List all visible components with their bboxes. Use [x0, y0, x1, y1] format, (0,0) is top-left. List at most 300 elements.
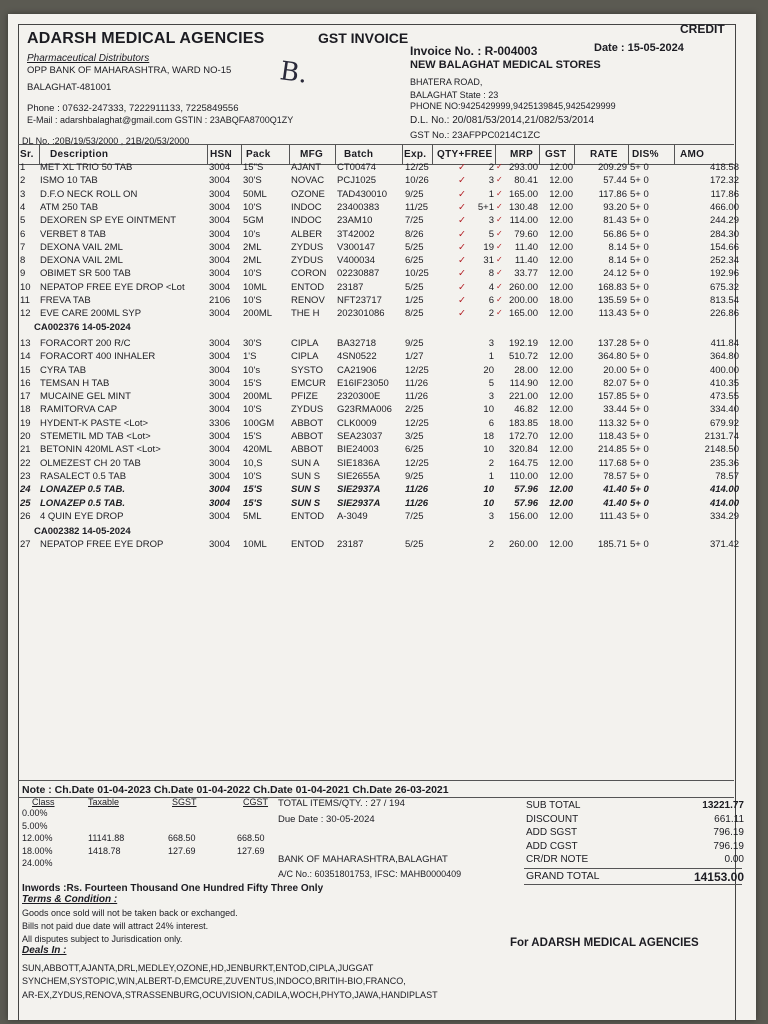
cell-desc: MUCAINE GEL MINT — [40, 391, 131, 403]
bank-account: A/C No.: 60351801753, IFSC: MAHB0000409 — [278, 869, 462, 879]
check-mark-icon: ✓ — [496, 255, 503, 265]
cell-exp: 11/26 — [405, 377, 429, 389]
buyer-gst-number: GST No.: 23AFPPC0214C1ZC — [410, 130, 541, 141]
cell-mrp: 221.00 — [508, 391, 538, 403]
cell-desc: OLMEZEST CH 20 TAB — [40, 457, 141, 469]
cell-rate: 33.44 — [603, 404, 627, 416]
cell-mrp: 260.00 — [508, 281, 538, 293]
cell-mrp: 165.00 — [508, 188, 538, 200]
check-mark-icon: ✓ — [496, 308, 503, 318]
cell-pack: 30'S — [243, 175, 262, 187]
cell-gst: 12.00 — [549, 281, 573, 293]
tax-cell-cgst: 127.69 — [237, 845, 265, 856]
cell-amt: 418.58 — [709, 162, 739, 173]
cell-mrp: 293.00 — [508, 162, 538, 173]
buyer-address-1: BHATERA ROAD, — [410, 77, 483, 87]
table-row — [18, 255, 739, 268]
cell-sr: 13 — [20, 337, 31, 349]
cell-mrp: 510.72 — [508, 351, 538, 363]
cell-mrp: 200.00 — [508, 295, 538, 306]
cell-dis: 5+ 0 — [630, 470, 649, 482]
cell-pack: 15'S — [243, 377, 262, 389]
check-mark-icon: ✓ — [458, 201, 466, 213]
cell-gst: 12.00 — [549, 539, 573, 551]
cell-amt: 284.30 — [709, 228, 739, 240]
cell-exp: 3/25 — [405, 431, 424, 442]
cell-batch: A-3049 — [337, 510, 368, 522]
cell-sr: 12 — [20, 308, 31, 320]
cell-mfg: ABBOT — [291, 444, 324, 456]
cell-hsn: 3004 — [209, 241, 231, 253]
cell-batch: 2320300E — [337, 391, 381, 403]
cell-rate: 111.43 — [599, 510, 627, 522]
cell-amt: 117.86 — [710, 188, 739, 200]
cell-pack: 10's — [243, 364, 261, 376]
cell-dis: 5+ 0 — [630, 391, 649, 403]
handwritten-mark: B. — [278, 56, 310, 90]
bank-name: BANK OF MAHARASHTRA,BALAGHAT — [278, 854, 448, 865]
cell-desc: BETONIN 420ML AST <Lot> — [40, 444, 161, 456]
column-header-mfg: MFG — [300, 149, 324, 160]
cell-mrp: 57.96 — [514, 484, 538, 496]
column-rule — [241, 144, 242, 164]
check-mark-icon: ✓ — [496, 215, 503, 225]
cell-batch: BA32718 — [337, 337, 377, 349]
cell-mrp: 11.40 — [514, 241, 538, 253]
cell-desc: RASALECT 0.5 TAB — [40, 470, 127, 482]
cell-amt: 78.57 — [715, 470, 739, 482]
column-rule — [539, 144, 540, 164]
check-mark-icon: ✓ — [458, 162, 466, 173]
cell-amt: 414.00 — [709, 497, 739, 509]
cell-gst: 12.00 — [549, 484, 573, 496]
cell-exp: 9/25 — [405, 337, 424, 349]
cell-mrp: 80.41 — [514, 175, 538, 187]
cell-rate: 135.59 — [597, 295, 627, 306]
tax-cell-cls: 12.00% — [22, 833, 53, 843]
column-header-batch: Batch — [344, 149, 374, 160]
cell-hsn: 3004 — [209, 391, 231, 403]
tax-cell-taxable: 1418.78 — [88, 845, 121, 856]
column-header-sr: Sr. — [20, 149, 34, 160]
column-header-amt: AMO — [680, 149, 705, 160]
cell-gst: 12.00 — [549, 337, 573, 349]
term-2: Bills not paid due date will attract 24% interest. — [22, 921, 209, 931]
cell-mfg: SUN S — [291, 497, 321, 509]
cell-batch: BIE24003 — [337, 444, 379, 456]
table-row — [18, 268, 739, 281]
cell-dis: 5+ 0 — [630, 484, 649, 496]
cell-mfg: ENTOD — [291, 510, 325, 522]
cell-sr: 11 — [20, 295, 30, 306]
cell-desc: NEPATOP FREE EYE DROP — [40, 539, 164, 551]
cell-gst: 12.00 — [549, 268, 573, 280]
cell-sr: 9 — [20, 268, 26, 280]
column-rule — [495, 144, 496, 164]
buyer-dl-number: D.L. No.: 20/081/53/2014,21/082/53/2014 — [410, 115, 595, 126]
cell-rate: 20.00 — [603, 364, 627, 376]
cell-gst: 12.00 — [549, 470, 573, 482]
column-header-rate: RATE — [590, 149, 618, 160]
cell-amt: 192.96 — [709, 268, 739, 280]
cell-desc: STEMETIL MD TAB <Lot> — [40, 431, 151, 442]
table-row — [18, 431, 739, 444]
cell-rate: 137.28 — [597, 337, 627, 349]
cell-mrp: 79.60 — [514, 228, 538, 240]
cell-amt: 466.00 — [709, 201, 739, 213]
cell-mfg: AJANT — [291, 162, 322, 173]
cell-rate: 8.14 — [608, 241, 627, 253]
cell-hsn: 3004 — [209, 497, 231, 509]
cell-dis: 5+ 0 — [630, 255, 649, 267]
cell-pack: 10,S — [243, 457, 263, 469]
cell-batch: CT00474 — [337, 162, 377, 173]
cell-exp: 5/25 — [405, 241, 424, 253]
cell-exp: 5/25 — [405, 539, 424, 551]
table-row — [18, 351, 739, 364]
cell-mrp: 110.00 — [509, 470, 538, 482]
total-label: ADD SGST — [526, 827, 578, 838]
cell-qty: 5 — [488, 228, 494, 240]
cell-pack: 10'S — [243, 404, 262, 416]
cell-rate: 209.29 — [597, 162, 627, 173]
cell-gst: 12.00 — [549, 364, 573, 376]
cell-exp: 11/26 — [405, 484, 429, 496]
tax-cell-cls: 0.00% — [22, 808, 48, 818]
cell-mrp: 192.19 — [508, 337, 538, 349]
cell-desc: OBIMET SR 500 TAB — [40, 268, 131, 280]
cell-rate: 24.12 — [603, 268, 627, 280]
cell-exp: 12/25 — [405, 417, 429, 429]
cell-dis: 5+ 0 — [630, 364, 649, 376]
cell-amt: 813.54 — [709, 295, 739, 306]
cell-batch: CA21906 — [337, 364, 377, 376]
tax-cell-cls: 18.00% — [22, 845, 53, 856]
table-row — [18, 539, 739, 552]
cell-qty: 6 — [488, 295, 494, 306]
cell-sr: 22 — [20, 457, 31, 469]
due-date: Due Date : 30-05-2024 — [278, 814, 375, 825]
cell-qty: 10 — [483, 404, 494, 416]
column-header-gst: GST — [545, 149, 567, 160]
cell-desc: DEXONA VAIL 2ML — [40, 241, 123, 253]
cell-qty: 2 — [488, 162, 494, 173]
cell-batch: NFT23717 — [337, 295, 382, 306]
cell-dis: 5+ 0 — [630, 457, 649, 469]
cell-exp: 9/25 — [405, 188, 424, 200]
column-header-pack: Pack — [246, 149, 271, 160]
column-header-mrp: MRP — [510, 149, 534, 160]
table-row — [18, 510, 739, 524]
cell-hsn: 3004 — [209, 470, 231, 482]
cell-gst: 18.00 — [549, 417, 573, 429]
cell-qty: 10 — [483, 497, 494, 509]
cell-dis: 5+ 0 — [630, 337, 649, 349]
company-address-2: BALAGHAT-481001 — [27, 82, 112, 93]
cell-batch: CLK0009 — [337, 417, 377, 429]
cell-dis: 5+ 0 — [630, 539, 649, 551]
cell-pack: 10'S — [243, 201, 262, 213]
cell-hsn: 3004 — [209, 457, 231, 469]
column-rule — [402, 144, 403, 164]
term-3: All disputes subject to Jurisdication only. — [22, 934, 183, 944]
tax-header-class: Class — [32, 797, 55, 807]
cell-batch: SIE1836A — [337, 457, 380, 469]
cell-gst: 12.00 — [549, 457, 573, 469]
cell-pack: 10ML — [243, 539, 267, 551]
cell-pack: 15'S — [243, 497, 263, 509]
cell-rate: 41.40 — [603, 484, 627, 496]
tax-cell-cls: 24.00% — [22, 858, 53, 868]
cell-dis: 5+ 0 — [630, 308, 649, 320]
cell-desc: CYRA TAB — [40, 364, 87, 376]
cell-pack: 30'S — [243, 337, 262, 349]
cell-mrp: 114.00 — [509, 215, 538, 227]
cell-batch: SIE2937A — [337, 484, 381, 496]
cell-pack: 200ML — [243, 391, 273, 403]
cell-mrp: 260.00 — [508, 539, 538, 551]
cell-gst: 12.00 — [549, 162, 573, 173]
cell-amt: 414.00 — [709, 484, 739, 496]
cell-desc: ISMO 10 TAB — [40, 175, 98, 187]
company-name: ADARSH MEDICAL AGENCIES — [27, 30, 265, 47]
cell-batch: 23400383 — [337, 201, 380, 213]
cell-desc: 4 QUIN EYE DROP — [40, 510, 124, 522]
challan-group-row — [18, 322, 734, 335]
cell-exp: 1/27 — [405, 351, 424, 363]
column-header-dis: DIS% — [632, 149, 659, 160]
cell-desc: ATM 250 TAB — [40, 201, 99, 213]
cell-qty: 18 — [483, 431, 494, 442]
cell-gst: 12.00 — [549, 444, 573, 456]
cell-amt: 411.84 — [710, 337, 739, 349]
grand-total-label: GRAND TOTAL — [526, 870, 600, 882]
cell-rate: 364.80 — [597, 351, 627, 363]
cell-hsn: 3004 — [209, 162, 231, 173]
grand-total-rule-bottom — [524, 884, 742, 885]
cell-batch: 02230887 — [337, 268, 380, 280]
cell-dis: 5+ 0 — [630, 404, 649, 416]
column-header-hsn: HSN — [210, 149, 233, 160]
table-row — [18, 337, 739, 351]
tax-cell-sgst: 127.69 — [168, 845, 196, 856]
cell-hsn: 3004 — [209, 188, 231, 200]
cell-sr: 8 — [20, 255, 26, 267]
total-value: 0.00 — [724, 854, 744, 865]
cell-mfg: ZYDUS — [291, 255, 324, 267]
cell-qty: 5+1 — [477, 201, 494, 213]
cell-pack: 15"S — [243, 162, 264, 173]
cell-amt: 679.92 — [709, 417, 739, 429]
cell-desc: NEPATOP FREE EYE DROP <Lot — [40, 281, 185, 293]
cell-gst: 12.00 — [549, 308, 573, 320]
cell-sr: 1 — [20, 162, 26, 173]
cell-dis: 5+ 0 — [630, 188, 649, 200]
cell-amt: 371.42 — [709, 539, 739, 551]
cell-gst: 12.00 — [549, 175, 573, 187]
cell-amt: 410.35 — [709, 377, 739, 389]
cell-pack: 15'S — [243, 431, 262, 442]
cell-mfg: INDOC — [291, 215, 322, 227]
cell-sr: 16 — [20, 377, 31, 389]
cell-hsn: 3004 — [209, 431, 231, 442]
cell-qty: 1 — [488, 470, 494, 482]
table-row — [18, 484, 739, 497]
grand-total-rule-top — [524, 868, 742, 869]
table-row — [18, 241, 739, 255]
cell-exp: 12/25 — [405, 364, 429, 376]
cell-mfg: ABBOT — [291, 417, 324, 429]
cell-pack: 50ML — [243, 188, 267, 200]
cell-rate: 8.14 — [608, 255, 627, 267]
cell-mfg: SUN S — [291, 470, 321, 482]
total-value: 661.11 — [714, 813, 744, 825]
cell-desc: FREVA TAB — [40, 295, 91, 306]
deals-line-2: SYNCHEM,SYSTOPIC,WIN,ALBERT-D,EMCURE,ZUVENTUS,INDOCO,BRITIH-BIO,FRANCO, — [22, 976, 406, 986]
cell-pack: 2ML — [243, 241, 262, 253]
cell-qty: 5 — [488, 377, 494, 389]
cell-desc: FORACORT 400 INHALER — [40, 351, 156, 363]
column-header-desc: Description — [50, 149, 109, 160]
table-row — [18, 201, 739, 215]
total-label: ADD CGST — [526, 840, 578, 852]
cell-dis: 5+ 0 — [630, 201, 649, 213]
cell-dis: 5+ 0 — [630, 510, 649, 522]
cell-sr: 14 — [20, 351, 31, 363]
table-row — [18, 404, 739, 417]
cell-hsn: 2106 — [209, 295, 231, 306]
cell-rate: 57.44 — [603, 175, 627, 187]
cell-qty: 1 — [488, 188, 494, 200]
tax-cell-cls: 5.00% — [22, 820, 48, 831]
footer-top-rule — [18, 780, 734, 781]
cell-batch: 202301086 — [337, 308, 385, 320]
cell-mrp: 33.77 — [514, 268, 538, 280]
column-rule — [39, 144, 40, 164]
cell-dis: 5+ 0 — [630, 417, 649, 429]
cell-rate: 82.07 — [603, 377, 627, 389]
buyer-address-2: BALAGHAT State : 23 — [410, 90, 499, 100]
cell-amt: 334.29 — [709, 510, 739, 522]
terms-title: Terms & Condition : — [22, 894, 118, 905]
cell-hsn: 3004 — [209, 228, 231, 240]
cell-gst: 12.00 — [549, 351, 573, 363]
cell-mrp: 114.90 — [509, 377, 538, 389]
cell-mfg: INDOC — [291, 201, 322, 213]
cell-mrp: 130.48 — [508, 201, 538, 213]
cell-pack: 10's — [243, 228, 261, 240]
cell-rate: 41.40 — [603, 497, 627, 509]
cell-amt: 400.00 — [709, 364, 739, 376]
cell-hsn: 3004 — [209, 255, 231, 267]
amount-in-words: Inwords :Rs. Fourteen Thousand One Hundred Fifty Three Only — [22, 883, 324, 894]
total-items-qty: TOTAL ITEMS/QTY. : 27 / 194 — [278, 798, 405, 809]
cell-exp: 11/26 — [405, 497, 429, 509]
cell-desc: DEXOREN SP EYE OINTMENT — [40, 215, 177, 227]
company-address-1: OPP BANK OF MAHARASHTRA, WARD NO-15 — [27, 65, 232, 76]
column-header-qty: QTY+FREE — [437, 149, 493, 160]
cell-rate: 81.43 — [603, 215, 627, 227]
signature-for-company: For ADARSH MEDICAL AGENCIES — [510, 937, 699, 949]
cell-qty: 6 — [488, 417, 494, 429]
cell-dis: 5+ 0 — [630, 215, 649, 227]
cell-hsn: 3004 — [209, 539, 231, 551]
cell-hsn: 3004 — [209, 351, 231, 363]
cell-dis: 5+ 0 — [630, 281, 649, 293]
table-row — [18, 295, 739, 308]
cell-batch: TAD430010 — [337, 188, 387, 200]
table-row — [18, 364, 739, 378]
deals-line-1: SUN,ABBOTT,AJANTA,DRL,MEDLEY,OZONE,HD,JENBURKT,ENTOD,CIPLA,JUGGAT — [22, 963, 374, 973]
cell-sr: 23 — [20, 470, 31, 482]
cell-mrp: 46.82 — [514, 404, 538, 416]
table-row — [18, 308, 739, 321]
cell-mfg: CORON — [291, 268, 327, 280]
cell-hsn: 3004 — [209, 215, 231, 227]
cell-pack: 5ML — [243, 510, 262, 522]
cell-amt: 252.34 — [709, 255, 739, 267]
check-mark-icon: ✓ — [458, 241, 466, 253]
cell-hsn: 3004 — [209, 175, 231, 187]
check-mark-icon: ✓ — [458, 281, 466, 293]
cell-gst: 12.00 — [549, 201, 573, 213]
cell-batch: PCJ1025 — [337, 175, 377, 187]
cell-rate: 118.43 — [598, 431, 627, 442]
cell-pack: 100GM — [243, 417, 275, 429]
cell-mfg: ZYDUS — [291, 404, 324, 416]
table-row — [18, 417, 739, 431]
cell-amt: 172.32 — [709, 175, 739, 187]
cell-mfg: ZYDUS — [291, 241, 324, 253]
check-mark-icon: ✓ — [496, 281, 503, 291]
cell-mfg: NOVAC — [291, 175, 325, 187]
company-email-gstin: E-Mail : adarshbalaghat@gmail.com GSTIN : 23ABQFA8700Q1ZY — [27, 115, 294, 125]
cell-mfg: THE H — [291, 308, 320, 320]
payment-mode: CREDIT — [680, 22, 725, 36]
cell-mrp: 156.00 — [508, 510, 538, 522]
cell-gst: 12.00 — [549, 391, 573, 403]
cell-mfg: PFIZE — [291, 391, 318, 403]
cell-sr: 21 — [20, 444, 31, 456]
cell-rate: 157.85 — [597, 391, 627, 403]
cell-exp: 10/25 — [405, 268, 429, 280]
cell-rate: 113.43 — [598, 308, 627, 320]
cell-mfg: RENOV — [291, 295, 325, 306]
cell-batch: 3T42002 — [337, 228, 375, 240]
cell-rate: 117.86 — [598, 188, 627, 200]
cell-gst: 18.00 — [549, 295, 573, 306]
cell-sr: 27 — [20, 539, 31, 551]
cell-pack: 10'S — [243, 295, 262, 306]
cell-sr: 5 — [20, 215, 26, 227]
cell-mfg: ENTOD — [291, 281, 325, 293]
column-header-exp: Exp. — [404, 149, 427, 160]
cell-pack: 5GM — [243, 215, 264, 227]
cell-exp: 12/25 — [405, 457, 429, 469]
cell-dis: 5+ 0 — [630, 351, 649, 363]
cell-desc: MET XL TRIO 50 TAB — [40, 162, 133, 173]
table-row — [18, 457, 739, 471]
cell-gst: 12.00 — [549, 404, 573, 416]
cell-batch: SIE2937A — [337, 497, 381, 509]
table-top-rule — [18, 144, 734, 145]
cell-sr: 4 — [20, 201, 26, 213]
cell-amt: 675.32 — [709, 281, 739, 293]
tax-header-cgst: CGST — [243, 797, 269, 807]
cell-hsn: 3004 — [209, 308, 231, 320]
check-mark-icon: ✓ — [458, 175, 466, 187]
cell-qty: 3 — [488, 175, 494, 187]
